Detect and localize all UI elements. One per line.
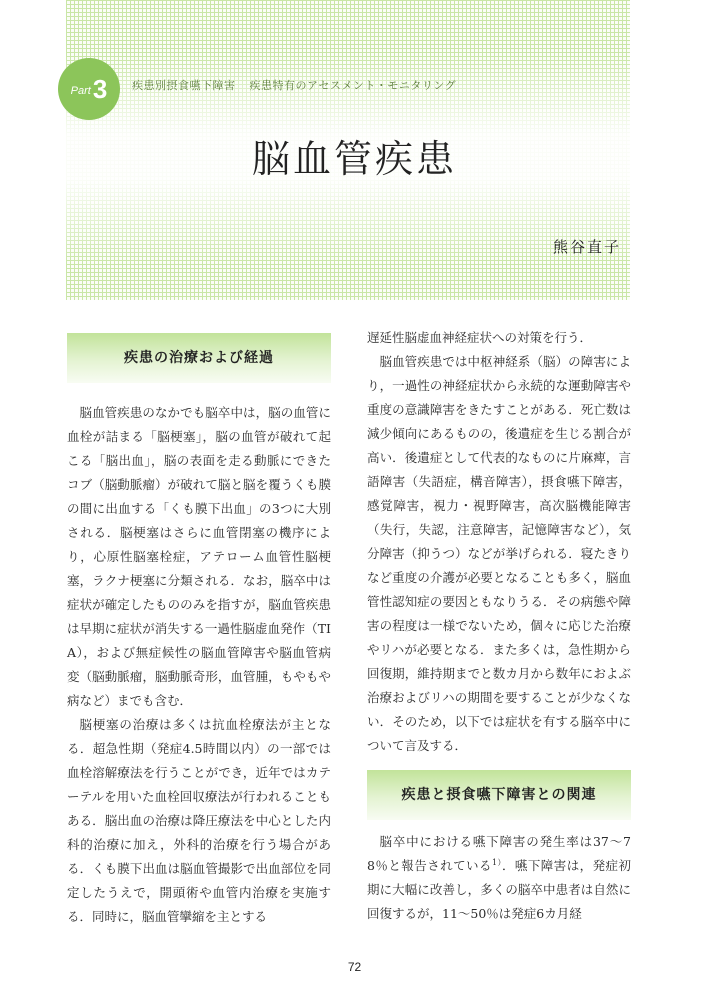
paragraph-dysphagia-incidence [367, 830, 631, 926]
reference-mark: 1） [491, 857, 502, 867]
breadcrumb-category: 疾患別摂食嚥下障害 [132, 79, 236, 92]
paragraph-stroke-overview: 脳血管疾患のなかでも脳卒中は，脳の血管に血栓が詰まる「脳梗塞」，脳の血管が破れて起こる「脳出血」，脳の表面を走る動脈にできたコブ（脳動脈瘤）が破れて脳と脳を覆うくも膜の間に出血する「くも膜下出血」の3つに大別される．脳梗塞はさらに血管閉塞の機序により，心原性脳塞栓症，アテローム血管性脳梗塞，ラクナ梗塞に分類される．なお，脳卒中は症状が確定したもののみを指すが，脳血管疾患は早期に症状が消失する一過性脳虚血発作（TIA），および無症候性の脳血管障害や脳血管病変（脳動脈瘤，脳動脈奇形，血管腫，もやもや病など）までも含む． [67, 405, 331, 708]
page-number: 72 [347, 960, 362, 974]
part-badge [58, 58, 120, 120]
section-heading-treatment: 疾患の治療および経過 [67, 333, 331, 383]
author-name: 熊谷直子 [552, 238, 621, 256]
incidence-text-continued: ．嚥下障害は，発症初期に大幅に改善し，多くの脳卒中患者は自然に回復するが，11〜50％は発症6カ月経 [367, 858, 631, 921]
part-number: 3 [92, 73, 108, 104]
breadcrumb-subcategory: 疾患特有のアセスメント・モニタリング [249, 79, 457, 92]
right-column [367, 326, 631, 926]
incidence-text: 脳卒中における嚥下障害の発生率は37〜78％と報告されている [367, 834, 631, 873]
paragraph-continuation: 遅延性脳虚血神経症状への対策を行う． [367, 330, 593, 345]
section-heading-dysphagia-relation: 疾患と摂食嚥下障害との関連 [367, 770, 631, 820]
breadcrumb [132, 77, 470, 93]
left-column [67, 333, 331, 929]
part-label: Part [70, 85, 91, 97]
paragraph-sequelae: 脳血管疾患では中枢神経系（脳）の障害により，一過性の神経症状から永続的な運動障害や重度の意識障害をきたすことがある．死亡数は減少傾向にあるものの，後遺症を生じる割合が高い．後遺症として代表的なものに片麻痺，言語障害（失語症，構音障害），摂食嚥下障害，感覚障害，視力・視野障害，高次脳機能障害（失行，失認，注意障害，記憶障害など），気分障害（抑うつ）などが挙げられる．寝たきりなど重度の介護が必要となることも多く，脳血管性認知症の要因ともなりうる．その病態や障害の程度は一様でないため，個々に応じた治療やリハが必要となる．また多くは，急性期から回復期，維持期までと数カ月から数年におよぶ治療およびリハの期間を要することが少なくない．そのため，以下では症状を有する脳卒中について言及する． [367, 354, 631, 753]
paragraph-treatment: 脳梗塞の治療は多くは抗血栓療法が主となる．超急性期（発症4.5時間以内）の一部では血栓溶解療法を行うことができ，近年ではカテーテルを用いた血栓回収療法が行われることもある．脳出血の治療は降圧療法を中心とした内科的治療に加え，外科的治療を行う場合がある．くも膜下出血は脳血管撮影で出血部位を同定したうえで，開頭術や血管内治療を実施する．同時に，脳血管攣縮を主とする [67, 717, 331, 924]
page-title: 脳血管疾患 [251, 137, 457, 181]
